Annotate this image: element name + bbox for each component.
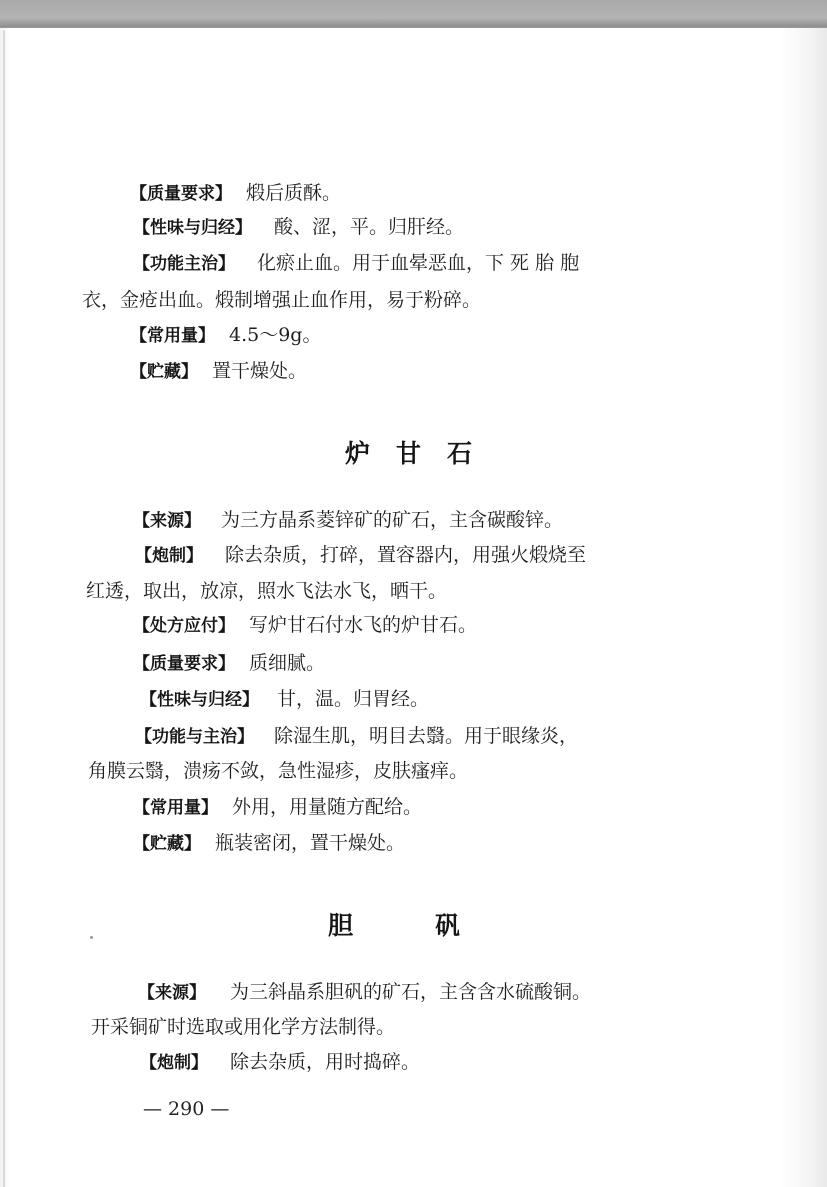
field-label: 【功能主治】 xyxy=(133,254,235,274)
entry3-source-line xyxy=(138,980,591,1005)
entry2-processing-line xyxy=(135,543,586,568)
entry2-prescription-line xyxy=(133,613,477,638)
field-value: 置干燥处。 xyxy=(212,360,308,382)
title-char: 胆 xyxy=(328,911,354,940)
entry1-function-continuation: 衣，金疮出血。煅制增强止血作用，易于粉碎。 xyxy=(82,289,482,311)
field-value: 质细腻。 xyxy=(249,652,326,674)
field-value: 瓶装密闭，置干燥处。 xyxy=(215,832,406,854)
field-label: 【质量要求】 xyxy=(133,654,235,674)
field-label: 【常用量】 xyxy=(130,326,215,346)
field-label: 【质量要求】 xyxy=(130,184,232,204)
field-value: 为三方晶系菱锌矿的矿石，主含碳酸锌。 xyxy=(221,509,564,531)
title-char: 石 xyxy=(447,439,473,468)
field-value: 外用，用量随方配给。 xyxy=(232,796,423,818)
field-value: 酸、涩，平。归肝经。 xyxy=(274,216,465,238)
field-value: 甘，温。归胃经。 xyxy=(277,688,430,710)
entry2-function-line xyxy=(135,724,578,749)
field-label: 【常用量】 xyxy=(133,798,218,818)
scanner-background xyxy=(0,0,827,30)
field-value: 除去杂质，打碎，置容器内，用强火煅烧至 xyxy=(225,544,587,566)
field-value: 除去杂质，用时捣碎。 xyxy=(230,1051,421,1073)
field-label: 【炮制】 xyxy=(135,546,203,566)
field-value: 为三斜晶系胆矾的矿石，主含含水硫酸铜。 xyxy=(230,981,592,1003)
field-label: 【贮藏】 xyxy=(130,362,198,382)
field-label: 【炮制】 xyxy=(140,1053,208,1073)
entry2-nature-line xyxy=(140,687,429,712)
entry2-storage-line xyxy=(133,831,405,856)
field-label: 【功能与主治】 xyxy=(135,727,254,747)
field-value: 化瘀止血。用于血晕恶血，下 死 胎 胞 xyxy=(257,252,580,274)
entry1-function-line xyxy=(133,251,579,276)
entry2-quality-line xyxy=(133,651,325,676)
title-char: 甘 xyxy=(396,439,422,468)
field-value: 写炉甘石付水飞的炉甘石。 xyxy=(249,614,478,636)
title-char: 炉 xyxy=(345,439,371,468)
entry1-dosage-line xyxy=(130,323,321,348)
entry2-source-line xyxy=(133,508,563,533)
entry2-title xyxy=(345,434,472,470)
entry2-processing-continuation: 红透，取出，放凉，照水飞法水飞，晒干。 xyxy=(86,580,448,602)
entry3-processing-line xyxy=(140,1050,420,1075)
field-label: 【性味与归经】 xyxy=(140,690,259,710)
page-number: — 290 — xyxy=(143,1098,230,1120)
field-label: 【处方应付】 xyxy=(133,616,235,636)
field-value: 煅后质酥。 xyxy=(246,182,342,204)
entry3-title xyxy=(328,906,460,942)
entry3-source-continuation: 开采铜矿时选取或用化学方法制得。 xyxy=(91,1016,396,1038)
field-label: 【来源】 xyxy=(133,511,201,531)
field-value: 除湿生肌，明目去翳。用于眼缘炎， xyxy=(274,725,579,747)
entry1-nature-line xyxy=(133,215,464,240)
entry2-dosage-line xyxy=(133,795,422,820)
entry1-quality-line xyxy=(130,181,341,206)
field-label: 【贮藏】 xyxy=(133,834,201,854)
scan-speck xyxy=(90,936,93,939)
entry1-storage-line xyxy=(130,359,307,384)
page-edge xyxy=(3,30,5,1187)
field-label: 【性味与归经】 xyxy=(133,218,252,238)
field-value: 4.5～9g。 xyxy=(229,324,322,346)
book-page xyxy=(0,28,827,1187)
field-label: 【来源】 xyxy=(138,983,206,1003)
entry2-function-continuation: 角膜云翳，溃疡不敛，急性湿疹，皮肤瘙痒。 xyxy=(88,760,469,782)
title-char: 矾 xyxy=(435,911,461,940)
